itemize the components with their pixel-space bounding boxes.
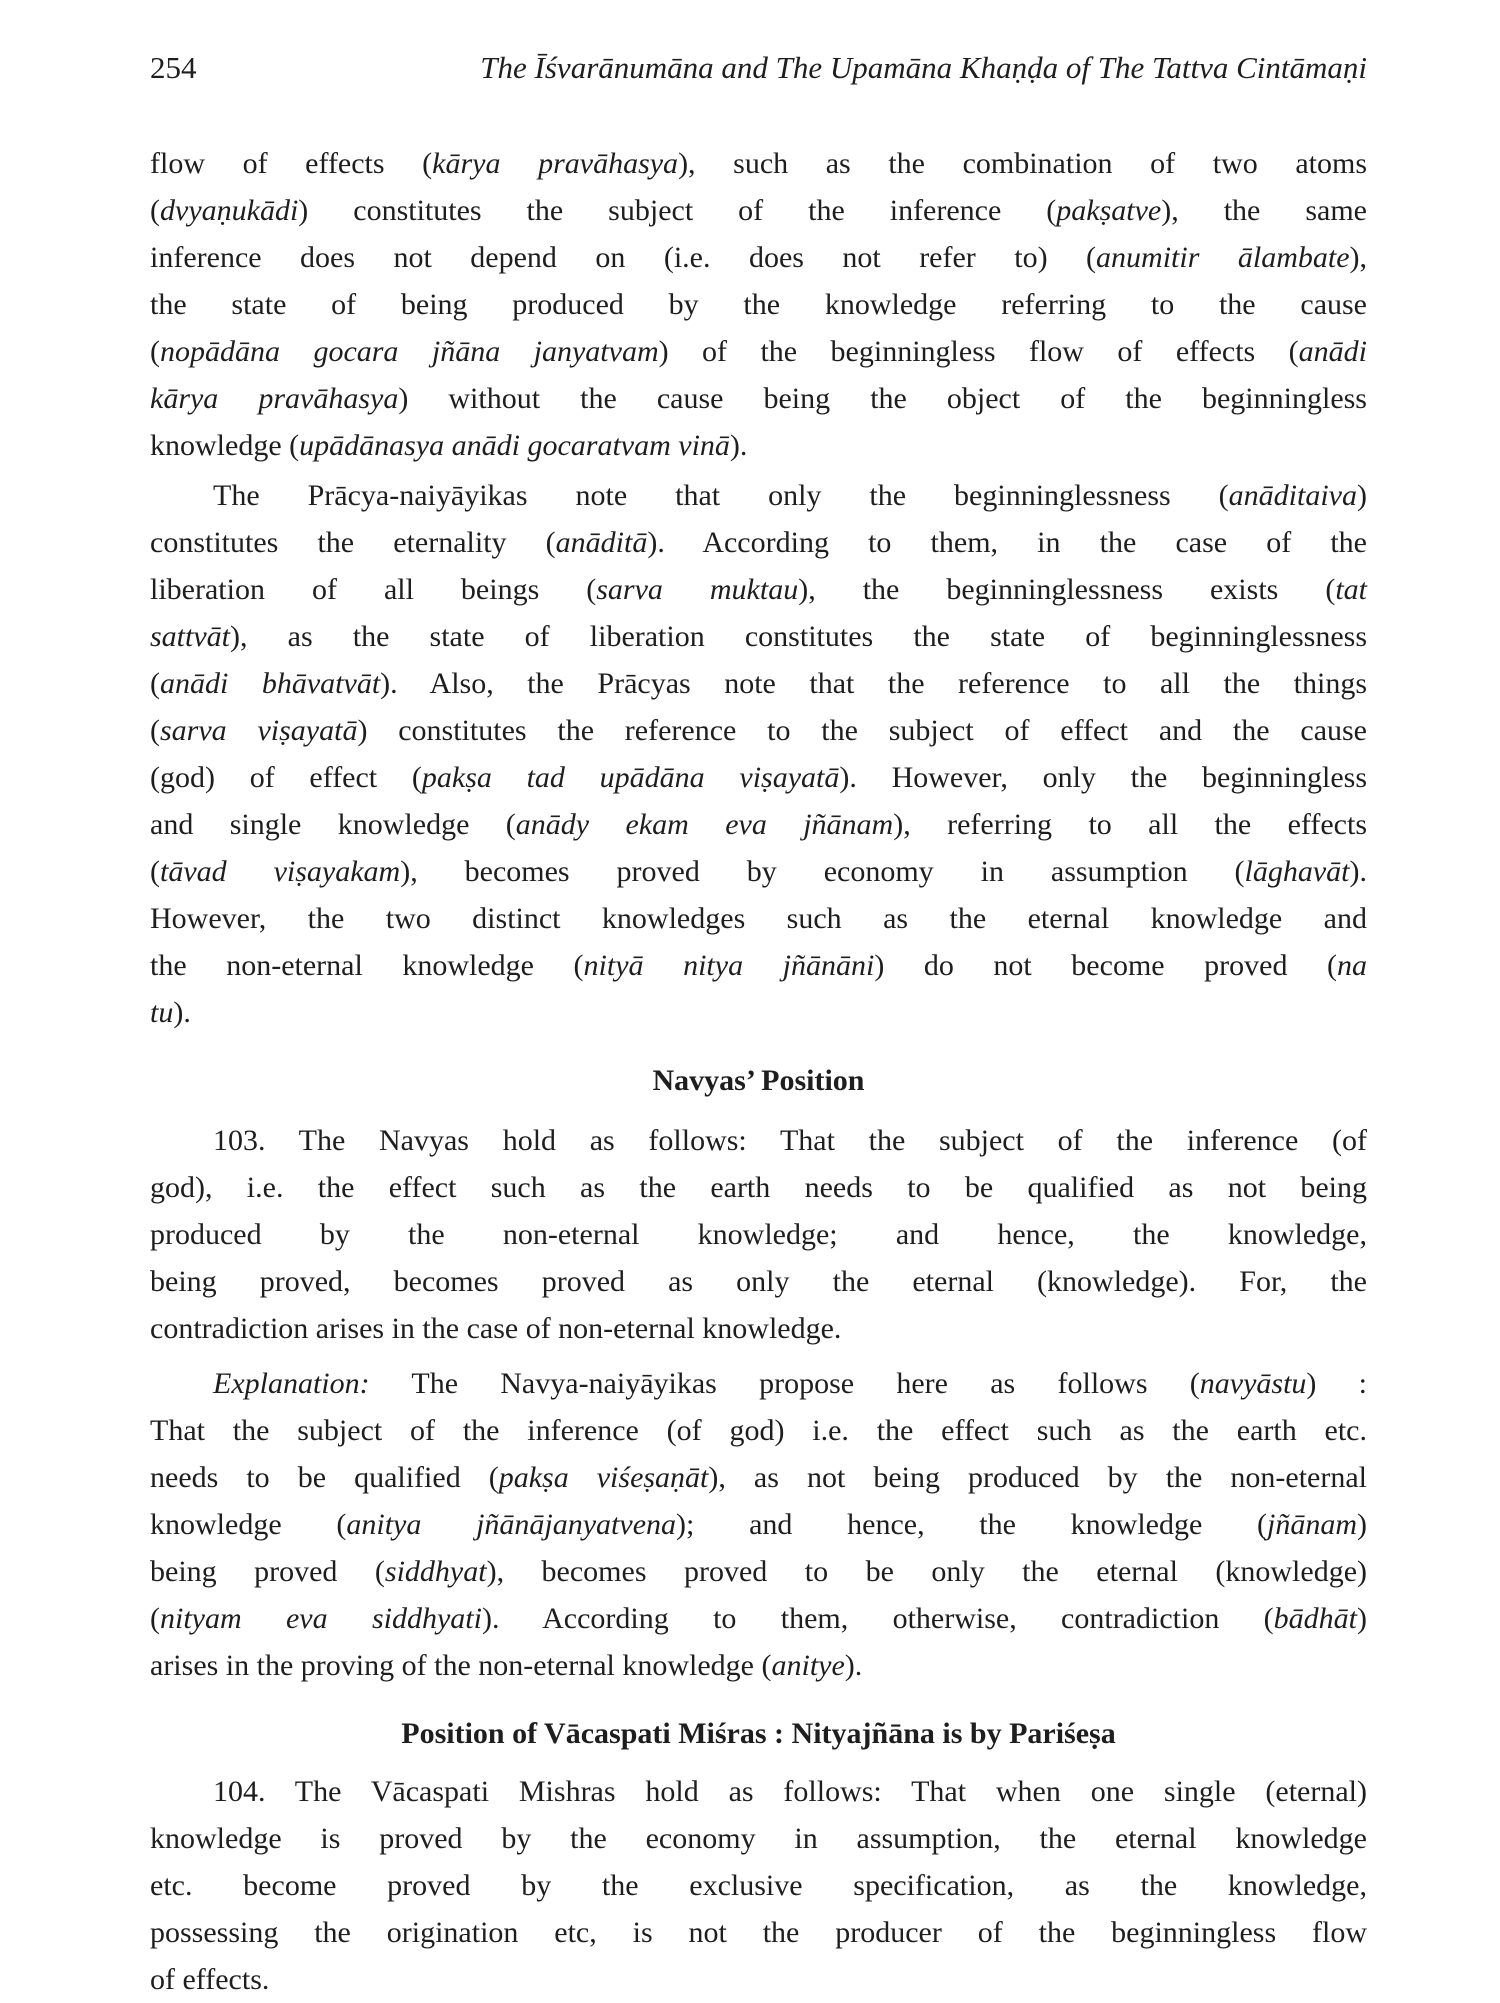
text-line [150,707,1367,754]
text-run: produced by the non-eternal knowledge; and hence, the knowledge, [150,1218,1367,1251]
sanskrit-term: na [1337,949,1368,982]
text-run: flow of effects ( [150,147,433,180]
text-line [150,1360,1367,1407]
text-line [150,1258,1367,1305]
text-run: ). Also, the Prācyas note that the reference to all the things [380,667,1368,700]
text-line [150,754,1367,801]
sanskrit-term: kārya pravāhasya [150,382,399,415]
text-run: ), the beginninglessness exists ( [798,573,1336,606]
text-run: liberation of all beings ( [150,573,597,606]
text-line [150,328,1367,375]
text-run: ) [1357,1508,1368,1541]
text-run: contradiction arises in the case of non-eternal knowledge. [150,1312,842,1345]
text-line [150,1117,1367,1164]
text-run: ( [150,1602,160,1635]
text-run: ), becomes proved to be only the eternal (knowledge) [486,1555,1367,1588]
text-run: ). [173,996,191,1029]
sanskrit-term: sarva viṣayatā [160,714,358,747]
sanskrit-term: jñānam [1267,1508,1358,1541]
sanskrit-term: Explanation: [213,1367,370,1400]
text-run: of effects. [150,1963,270,1996]
sanskrit-term: tu [150,996,174,1029]
text-line [150,422,1367,469]
text-run: ). [844,1649,863,1682]
sanskrit-term: anitya jñānājanyatvena [346,1508,677,1541]
text-run: ), the same [1161,194,1367,227]
section-heading-vacaspati: Position of Vācaspati Miśras : Nityajñāna is by Pariśeṣa [401,1717,1116,1750]
text-run: ); and hence, the knowledge ( [676,1508,1268,1541]
sanskrit-term: nityam eva siddhyati [160,1602,482,1635]
page-number: 254 [150,50,197,85]
text-line [150,519,1367,566]
text-run: ), such as the combination of two atoms [678,147,1367,180]
text-run: being proved, becomes proved as only the eternal (knowledge). For, the [150,1265,1367,1298]
text-line [150,848,1367,895]
text-line [150,895,1367,942]
text-line [150,472,1367,519]
text-line [150,660,1367,707]
sanskrit-term: anādi bhāvatvāt [160,667,381,700]
text-line [150,1501,1367,1548]
sanskrit-term: anādi [1298,335,1367,368]
paragraph-104 [150,1768,1367,2003]
text-run: ) without the cause being the object of the beginningless [398,382,1367,415]
sanskrit-term: pakṣa viśeṣaṇāt [498,1461,709,1494]
text-run: knowledge is proved by the economy in assumption, the eternal knowledge [150,1822,1367,1855]
paragraph-103 [150,1117,1367,1352]
text-run: ( [150,335,160,368]
sanskrit-term: anāditaiva [1228,479,1357,512]
text-run: ), becomes proved by economy in assumption ( [400,855,1245,888]
text-run: ) [1357,1602,1367,1635]
text-run: ) [1357,479,1367,512]
sanskrit-term: upādānasya anādi gocaratvam vinā [299,429,730,462]
text-line [150,1164,1367,1211]
sanskrit-term: anādy ekam eva jñānam [515,808,894,841]
text-line [150,1211,1367,1258]
text-run: ( [150,194,160,227]
text-run: arises in the proving of the non-eternal knowledge ( [150,1649,772,1682]
text-run: the non-eternal knowledge ( [150,949,584,982]
sanskrit-term: pakṣatve [1056,194,1162,227]
text-run: ). According to them, in the case of the [647,526,1367,559]
sanskrit-term: navyāstu [1199,1367,1307,1400]
text-run: ) : [1306,1367,1367,1400]
text-run: ) constitutes the subject of the inference ( [298,194,1057,227]
text-run: That the subject of the inference (of god) i.e. the effect such as the earth etc. [150,1414,1367,1447]
text-line [150,140,1367,187]
text-run: inference does not depend on (i.e. does not refer to) ( [150,241,1097,274]
text-run: the state of being produced by the knowledge referring to the cause [150,288,1367,321]
text-run: ). [729,429,748,462]
text-run: ) of the beginningless flow of effects ( [658,335,1299,368]
text-line [150,1642,1367,1689]
sanskrit-term: kārya pravāhasya [432,147,679,180]
text-run: etc. become proved by the exclusive specification, as the knowledge, [150,1869,1367,1902]
text-run: ( [150,667,160,700]
text-run: ). According to them, otherwise, contradiction ( [481,1602,1274,1635]
text-run: god), i.e. the effect such as the earth needs to be qualified as not being [150,1171,1367,1204]
text-line [150,1595,1367,1642]
sanskrit-term: lāghavāt [1244,855,1350,888]
text-line [150,187,1367,234]
running-header [150,46,1367,90]
text-run: ). However, only the beginningless [839,761,1367,794]
text-line [150,942,1367,989]
sanskrit-term: tāvad viṣayakam [160,855,401,888]
sanskrit-term: sarva muktau [596,573,799,606]
text-line [150,1548,1367,1595]
text-run: ) constitutes the reference to the subject of effect and the cause [357,714,1367,747]
sanskrit-term: siddhyat [384,1555,487,1588]
text-line [150,801,1367,848]
sanskrit-term: anitye [771,1649,845,1682]
text-run: knowledge ( [150,1508,347,1541]
text-run: being proved ( [150,1555,385,1588]
text-line [150,1407,1367,1454]
text-line [150,1454,1367,1501]
text-line [150,989,1367,1036]
sanskrit-term: nityā nitya jñānāni [583,949,875,982]
sanskrit-term: dvyaṇukādi [160,194,299,227]
text-run: 103. The Navyas hold as follows: That the subject of the inference (of [213,1124,1367,1157]
text-line [150,1862,1367,1909]
paragraph-continued [150,140,1367,469]
text-run: ), as the state of liberation constitutes the state of beginninglessness [230,620,1367,653]
sanskrit-term: tat [1335,573,1367,606]
text-run: constitutes the eternality ( [150,526,556,559]
sanskrit-term: sattvāt [150,620,230,653]
sanskrit-term: anāditā [555,526,648,559]
text-run: 104. The Vācaspati Mishras hold as follows: That when one single (eternal) [213,1775,1367,1808]
text-run: ), referring to all the effects [893,808,1367,841]
text-run: ( [150,855,160,888]
text-line [150,1768,1367,1815]
text-run: ), as not being produced by the non-eternal [708,1461,1367,1494]
text-run: and single knowledge ( [150,808,516,841]
text-run: (god) of effect ( [150,761,422,794]
text-run: possessing the origination etc, is not the producer of the beginningless flow [150,1916,1367,1949]
text-line [150,234,1367,281]
text-run: However, the two distinct knowledges such as the eternal knowledge and [150,902,1367,935]
text-line [150,1815,1367,1862]
text-line [150,281,1367,328]
text-line [150,613,1367,660]
sanskrit-term: nopādāna gocara jñāna janyatvam [160,335,659,368]
text-run: The Navya-naiyāyikas propose here as follows ( [369,1367,1200,1400]
paragraph-explanation [150,1360,1367,1689]
text-run: ) do not become proved ( [874,949,1338,982]
paragraph-pracya [150,472,1367,1036]
sanskrit-term: bādhāt [1273,1602,1357,1635]
text-line [150,1909,1367,1956]
text-run: The Prācya-naiyāyikas note that only the beginninglessness ( [213,479,1229,512]
sanskrit-term: pakṣa tad upādāna viṣayatā [421,761,840,794]
running-title: The Īśvarānumāna and The Upamāna Khaṇḍa of The Tattva Cintāmaṇi [480,50,1367,85]
text-line [150,1305,1367,1352]
text-run: ( [150,714,160,747]
text-run: needs to be qualified ( [150,1461,499,1494]
text-line [150,566,1367,613]
sanskrit-term: anumitir ālambate [1096,241,1350,274]
text-run: knowledge ( [150,429,300,462]
text-run: ). [1349,855,1367,888]
text-run: ), [1349,241,1368,274]
section-heading-navyas: Navyas’ Position [652,1064,865,1097]
text-line [150,1956,1367,2003]
text-line [150,375,1367,422]
